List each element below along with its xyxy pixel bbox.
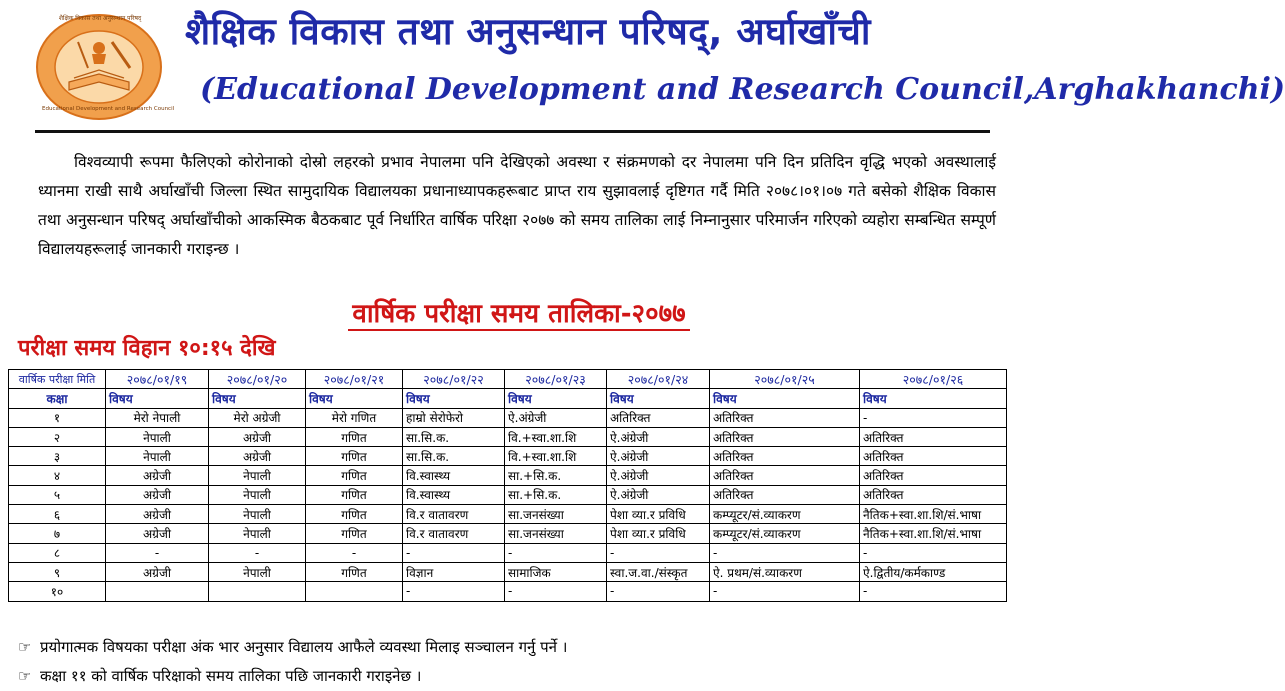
subject-cell: वि.+स्वा.शा.शि — [505, 427, 607, 446]
subject-cell: नेपाली — [209, 485, 306, 504]
table-row — [9, 408, 1007, 427]
subject-cell: कम्प्यूटर/सं.व्याकरण — [710, 505, 860, 524]
subject-cell: अतिरिक्त — [860, 466, 1007, 485]
footnote — [18, 662, 567, 691]
table-row — [9, 582, 1007, 601]
grade-cell: ८ — [9, 543, 106, 562]
subject-cell: अतिरिक्त — [710, 466, 860, 485]
subject-cell: अग्रेजी — [209, 427, 306, 446]
table-row — [9, 562, 1007, 581]
subject-cell: अग्रेजी — [106, 466, 209, 485]
subject-cell: ऐ. प्रथम/सं.व्याकरण — [710, 562, 860, 581]
subject-cell: गणित — [306, 505, 403, 524]
table-row — [9, 447, 1007, 466]
logo-ring-text-en: Educational Development and Research Council — [42, 106, 175, 112]
logo-ring-text: शैक्षिक विकास तथा अनुसन्धान परिषद् — [58, 15, 142, 22]
subject-cell: सा.सि.क. — [403, 447, 505, 466]
grade-cell: ६ — [9, 505, 106, 524]
subject-cell: सा.+सि.क. — [505, 485, 607, 504]
subject-cell: गणित — [306, 562, 403, 581]
subject-cell: - — [505, 543, 607, 562]
subject-cell: सा.सि.क. — [403, 427, 505, 446]
subject-cell: - — [306, 543, 403, 562]
subject-cell: सा.जनसंख्या — [505, 524, 607, 543]
subject-cell: वि.र वातावरण — [403, 524, 505, 543]
footnote — [18, 633, 567, 662]
subject-cell: कम्प्यूटर/सं.व्याकरण — [710, 524, 860, 543]
subject-cell: वि.+स्वा.शा.शि — [505, 447, 607, 466]
subject-cell: सा.+सि.क. — [505, 466, 607, 485]
subject-cell: अतिरिक्त — [860, 447, 1007, 466]
grade-cell: २ — [9, 427, 106, 446]
subject-label-cell: विषय — [209, 389, 306, 408]
subject-cell: अग्रेजी — [106, 505, 209, 524]
subject-cell: अतिरिक्त — [710, 408, 860, 427]
subject-label-cell: विषय — [710, 389, 860, 408]
subject-label-cell: विषय — [306, 389, 403, 408]
subject-label-cell: विषय — [403, 389, 505, 408]
subject-cell: हाम्रो सेरोफेरो — [403, 408, 505, 427]
date-cell: २०७८/०१/१९ — [106, 370, 209, 389]
subject-cell: ऐ.अंग्रेजी — [607, 447, 710, 466]
subject-cell: पेशा व्या.र प्रविधि — [607, 505, 710, 524]
subject-cell — [106, 582, 209, 601]
subject-cell: वि.स्वास्थ्य — [403, 485, 505, 504]
footnotes — [18, 633, 567, 691]
subject-cell: वि.र वातावरण — [403, 505, 505, 524]
subject-label-cell: विषय — [607, 389, 710, 408]
subject-cell: अतिरिक्त — [710, 447, 860, 466]
subject-cell: ऐ.अंग्रेजी — [607, 427, 710, 446]
subject-cell: मेरो अग्रेजी — [209, 408, 306, 427]
subject-cell: नेपाली — [209, 524, 306, 543]
grade-cell: १ — [9, 408, 106, 427]
schedule-body — [9, 408, 1007, 601]
notice-text: विश्वव्यापी रूपमा फैलिएको कोरोनाको दोस्रो लहरको प्रभाव नेपालमा पनि देखिएको अवस्था र संक्रमणको दर नेपालमा पनि दिन प्रतिदिन वृद्धि भएको अवस्थालाई ध्यानमा राखी साथै अर्घाखाँची जिल्ला स्थित सामुदायिक विद्यालयका प्रधानाध्यापकहरूबाट प्राप्त राय सुझावलाई दृष्टिगत गर्दै मिति २०७८।०१।०७ गते बसेको शैक्षिक विकास तथा अनुसन्धान परिषद् अर्घाखाँचीको आकस्मिक बैठकबाट पूर्व निर्धारित वार्षिक परिक्षा २०७७ को समय तालिका लाई निम्नानुसार परिमार्जन गरिएको व्यहोरा सम्बन्धित सम्पूर्ण विद्यालयहरूलाई जानकारी गराइन्छ । — [38, 153, 996, 258]
subject-cell: ऐ.अंग्रेजी — [505, 408, 607, 427]
table-row — [9, 524, 1007, 543]
subject-cell: नेपाली — [106, 427, 209, 446]
subject-cell: नेपाली — [209, 505, 306, 524]
subject-cell: अतिरिक्त — [710, 485, 860, 504]
schedule-title-text: वार्षिक परीक्षा समय तालिका-२०७७ — [348, 299, 689, 331]
subject-cell: पेशा व्या.र प्रविधि — [607, 524, 710, 543]
date-cell: २०७८/०१/२० — [209, 370, 306, 389]
council-title-nepali: शैक्षिक विकास तथा अनुसन्धान परिषद्, अर्घाखाँची — [185, 10, 871, 53]
subject-cell: सा.जनसंख्या — [505, 505, 607, 524]
pointing-hand-icon: ☞ — [18, 667, 32, 685]
header-divider — [35, 130, 990, 133]
subject-cell: अतिरिक्त — [860, 485, 1007, 504]
subject-cell: नेपाली — [106, 447, 209, 466]
subject-cell: अतिरिक्त — [607, 408, 710, 427]
subject-label-cell: विषय — [860, 389, 1007, 408]
table-row — [9, 466, 1007, 485]
council-title-english: (Educational Development and Research Council,Arghakhanchi) — [200, 72, 1285, 107]
subject-cell: सामाजिक — [505, 562, 607, 581]
date-cell: २०७८/०१/२४ — [607, 370, 710, 389]
subject-cell: नेपाली — [209, 562, 306, 581]
subject-cell: - — [505, 582, 607, 601]
subject-cell: - — [403, 543, 505, 562]
subject-cell: स्वा.ज.वा./संस्कृत — [607, 562, 710, 581]
date-cell: २०७८/०१/२३ — [505, 370, 607, 389]
subject-cell — [306, 582, 403, 601]
grade-cell: ७ — [9, 524, 106, 543]
subject-cell: ऐ.अंग्रेजी — [607, 485, 710, 504]
subject-cell: - — [209, 543, 306, 562]
date-cell: २०७८/०१/२२ — [403, 370, 505, 389]
footnote-text: प्रयोगात्मक विषयका परीक्षा अंक भार अनुसार विद्यालय आफैले व्यवस्था मिलाइ सञ्चालन गर्नु पर्ने । — [40, 638, 568, 656]
grade-label-cell: कक्षा — [9, 389, 106, 408]
subject-cell: - — [403, 582, 505, 601]
subject-cell: - — [860, 582, 1007, 601]
footnote-text: कक्षा ११ को वार्षिक परिक्षाको समय तालिका पछि जानकारी गराइनेछ । — [40, 667, 422, 685]
schedule-title — [0, 294, 1038, 330]
table-row — [9, 543, 1007, 562]
subject-cell: अतिरिक्त — [710, 427, 860, 446]
subject-cell: - — [106, 543, 209, 562]
table-row — [9, 485, 1007, 504]
subject-cell: - — [710, 582, 860, 601]
subject-cell: गणित — [306, 485, 403, 504]
subject-cell: अग्रेजी — [106, 524, 209, 543]
date-cell: २०७८/०१/२५ — [710, 370, 860, 389]
subject-cell: - — [860, 408, 1007, 427]
subject-cell: गणित — [306, 427, 403, 446]
subject-cell: मेरो नेपाली — [106, 408, 209, 427]
subject-cell: - — [860, 543, 1007, 562]
subject-cell: गणित — [306, 466, 403, 485]
table-row — [9, 505, 1007, 524]
subject-cell — [209, 582, 306, 601]
subject-label-cell: विषय — [106, 389, 209, 408]
subject-cell: - — [607, 582, 710, 601]
grade-cell: १० — [9, 582, 106, 601]
subject-cell: मेरो गणित — [306, 408, 403, 427]
subject-cell: नेपाली — [209, 466, 306, 485]
subject-cell: नैतिक+स्वा.शा.शि/सं.भाषा — [860, 524, 1007, 543]
subject-cell: गणित — [306, 524, 403, 543]
subject-cell: अग्रेजी — [106, 562, 209, 581]
subject-cell: अतिरिक्त — [860, 427, 1007, 446]
date-cell: २०७८/०१/२१ — [306, 370, 403, 389]
exam-time: परीक्षा समय विहान १०:१५ देखि — [18, 336, 276, 361]
date-cell: २०७८/०१/२६ — [860, 370, 1007, 389]
exam-schedule-table — [8, 369, 1007, 602]
grade-cell: ३ — [9, 447, 106, 466]
subject-cell: वि.स्वास्थ्य — [403, 466, 505, 485]
grade-cell: ४ — [9, 466, 106, 485]
grade-cell: ९ — [9, 562, 106, 581]
table-row — [9, 427, 1007, 446]
subject-cell: अग्रेजी — [106, 485, 209, 504]
grade-cell: ५ — [9, 485, 106, 504]
subject-cell: अग्रेजी — [209, 447, 306, 466]
pointing-hand-icon: ☞ — [18, 638, 32, 656]
subject-cell: विज्ञान — [403, 562, 505, 581]
subject-cell: ऐ.द्वितीय/कर्मकाण्ड — [860, 562, 1007, 581]
subject-cell: - — [710, 543, 860, 562]
subject-cell: गणित — [306, 447, 403, 466]
subject-cell: - — [607, 543, 710, 562]
subject-cell: नैतिक+स्वा.शा.शि/सं.भाषा — [860, 505, 1007, 524]
subject-label-cell: विषय — [505, 389, 607, 408]
date-header-row — [9, 370, 1007, 389]
notice-paragraph — [38, 148, 996, 264]
subject-header-row — [9, 389, 1007, 408]
subject-cell: ऐ.अंग्रेजी — [607, 466, 710, 485]
date-label-cell: वार्षिक परीक्षा मिति — [9, 370, 106, 389]
